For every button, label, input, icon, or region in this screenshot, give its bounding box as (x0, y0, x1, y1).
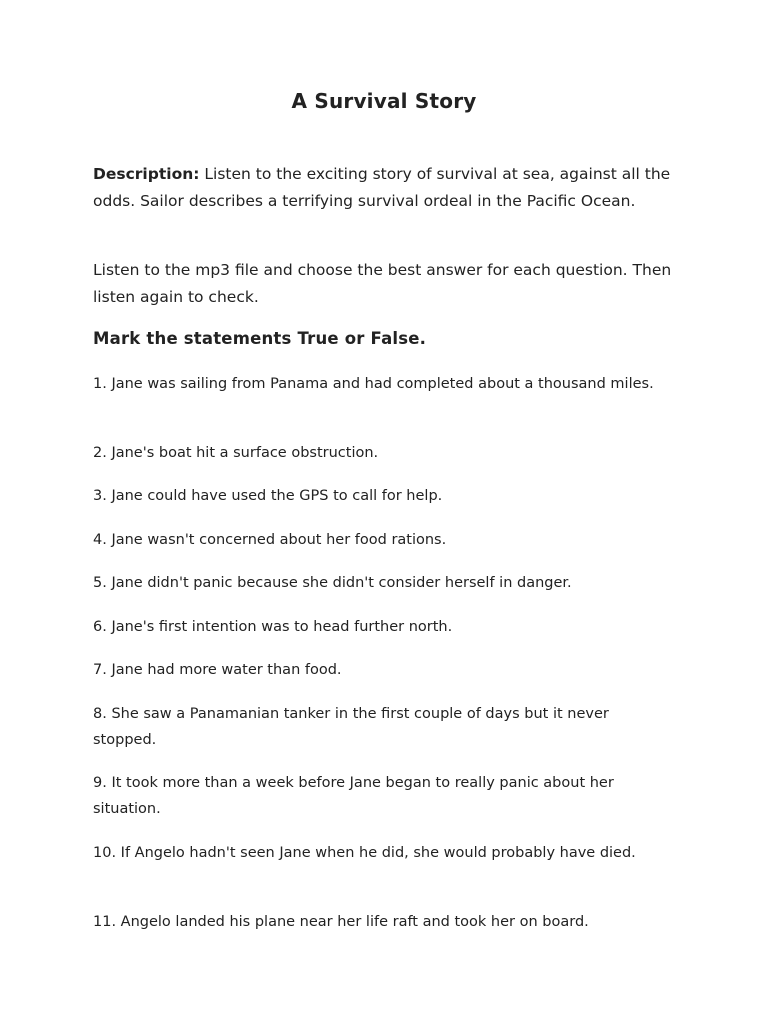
question-item: 10. If Angelo hadn't seen Jane when he did, she would probably have died. (93, 845, 636, 861)
question-item: 7. Jane had more water than food. (93, 662, 342, 678)
question-item: 4. Jane wasn't concerned about her food rations. (93, 532, 447, 548)
question-item: 3. Jane could have used the GPS to call for help. (93, 488, 443, 504)
question-item: 11. Angelo landed his plane near her life raft and took her on board. (93, 914, 589, 930)
question-item: 5. Jane didn't panic because she didn't consider herself in danger. (93, 575, 572, 591)
section-heading: Mark the statements True or False. (93, 329, 427, 348)
question-item: 6. Jane's first intention was to head further north. (93, 619, 453, 635)
page-title: A Survival Story (291, 89, 477, 113)
question-item: 8. She saw a Panamanian tanker in the first couple of days but it never stopped. (93, 706, 609, 748)
question-item: 9. It took more than a week before Jane began to really panic about her situation. (93, 775, 614, 817)
question-item: 2. Jane's boat hit a surface obstruction. (93, 445, 379, 461)
question-item: 1. Jane was sailing from Panama and had completed about a thousand miles. (93, 376, 654, 392)
description-text: Listen to the exciting story of survival at sea, against all the odds. Sailor describes a terrifying survival ordeal in the Pacific Ocean. (93, 165, 671, 210)
description-paragraph (93, 161, 683, 214)
instructions-paragraph: Listen to the mp3 file and choose the best answer for each question. Then listen again to check. (93, 261, 672, 306)
description-label: Description: (93, 165, 200, 183)
